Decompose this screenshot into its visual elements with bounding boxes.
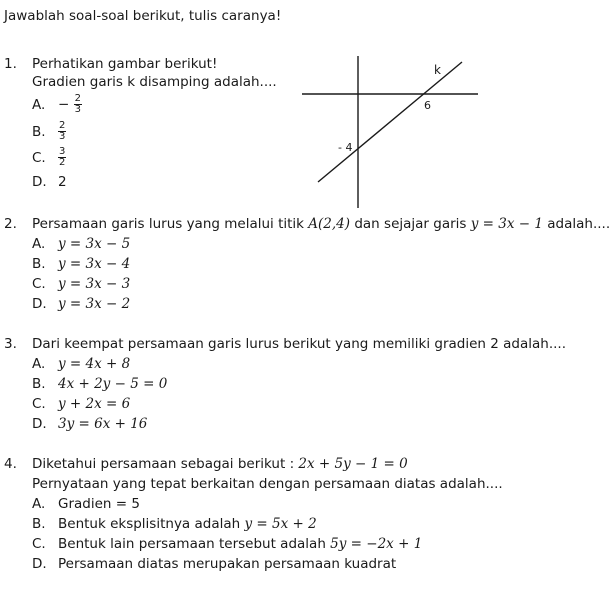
option-letter: B. — [32, 376, 46, 392]
line-k — [318, 62, 462, 182]
stem-part: Persamaan garis lurus yang melalui titik — [32, 216, 304, 232]
question-text: Perhatikan gambar berikut! — [32, 56, 218, 72]
option-text: Bentuk eksplisitnya adalah — [58, 516, 241, 532]
option-text: y = 3x − 5 — [58, 236, 131, 252]
stem-part: adalah.... — [547, 216, 610, 232]
y-intercept-label: - 4 — [338, 141, 353, 154]
option-text: y + 2x = 6 — [58, 396, 131, 412]
option-letter: B. — [32, 256, 46, 272]
option-d[interactable] — [32, 174, 67, 190]
line-graph — [300, 52, 480, 212]
option-letter: D. — [32, 174, 47, 190]
denominator: 3 — [59, 131, 66, 142]
fraction — [58, 147, 66, 168]
question-text: Pernyataan yang tepat berkaitan dengan persamaan diatas adalah.... — [32, 476, 503, 492]
option-text: y = 3x − 4 — [58, 256, 131, 272]
option-a[interactable] — [32, 94, 82, 115]
stem-part: dan sejajar garis — [354, 216, 467, 232]
option-text: Gradien = 5 — [58, 496, 140, 512]
option-c[interactable] — [32, 396, 130, 412]
option-d[interactable] — [32, 556, 396, 572]
question-text: Dari keempat persamaan garis lurus berikut yang memiliki gradien 2 adalah.... — [32, 336, 566, 352]
option-letter: D. — [32, 556, 47, 572]
x-intercept-label: 6 — [424, 99, 431, 112]
option-letter: D. — [32, 296, 47, 312]
page-title: Jawablah soal-soal berikut, tulis caranya! — [4, 8, 282, 24]
fraction — [74, 94, 82, 115]
stem-part: Diketahui persamaan sebagai berikut : — [32, 456, 295, 472]
option-d[interactable] — [32, 296, 130, 312]
question-number: 1. — [4, 56, 17, 72]
option-letter: D. — [32, 416, 47, 432]
option-c[interactable] — [32, 536, 422, 552]
option-math: 5y = −2x + 1 — [330, 536, 423, 552]
fraction — [58, 121, 66, 142]
question-text — [32, 216, 610, 232]
option-b[interactable] — [32, 256, 130, 272]
line-equation: y = 3x − 1 — [470, 216, 543, 232]
minus-sign: − — [58, 96, 70, 113]
option-text: 2 — [58, 174, 67, 190]
option-text: 4x + 2y − 5 = 0 — [58, 376, 168, 392]
option-c[interactable] — [32, 147, 66, 168]
line-k-label: k — [434, 63, 441, 77]
numerator: 3 — [59, 146, 66, 157]
numerator: 2 — [59, 120, 66, 131]
option-math: y = 5x + 2 — [244, 516, 317, 532]
numerator: 2 — [74, 93, 81, 104]
option-text: y = 4x + 8 — [58, 356, 131, 372]
option-text: Bentuk lain persamaan tersebut adalah — [58, 536, 326, 552]
option-letter: C. — [32, 276, 46, 292]
option-d[interactable] — [32, 416, 147, 432]
option-b[interactable] — [32, 121, 66, 142]
option-text: y = 3x − 2 — [58, 296, 131, 312]
option-a[interactable] — [32, 236, 130, 252]
option-letter: A. — [32, 496, 46, 512]
point-a: A(2,4) — [308, 216, 351, 232]
option-text: Persamaan diatas merupakan persamaan kuadrat — [58, 556, 397, 572]
option-c[interactable] — [32, 276, 130, 292]
question-number: 2. — [4, 216, 17, 232]
equation: 2x + 5y − 1 = 0 — [298, 456, 408, 472]
option-a[interactable] — [32, 496, 140, 512]
option-a[interactable] — [32, 356, 130, 372]
option-letter: A. — [32, 236, 46, 252]
option-letter: C. — [32, 536, 46, 552]
option-letter: A. — [32, 356, 46, 372]
denominator: 3 — [74, 104, 81, 115]
question-number: 4. — [4, 456, 17, 472]
question-text: Gradien garis k disamping adalah.... — [32, 74, 277, 90]
option-letter: C. — [32, 149, 46, 166]
denominator: 2 — [59, 157, 66, 168]
option-letter: C. — [32, 396, 46, 412]
option-letter: A. — [32, 96, 46, 113]
option-text: 3y = 6x + 16 — [58, 416, 148, 432]
question-text — [32, 456, 408, 472]
option-b[interactable] — [32, 376, 167, 392]
option-letter: B. — [32, 123, 46, 140]
option-text: y = 3x − 3 — [58, 276, 131, 292]
option-b[interactable] — [32, 516, 317, 532]
option-letter: B. — [32, 516, 46, 532]
question-number: 3. — [4, 336, 17, 352]
